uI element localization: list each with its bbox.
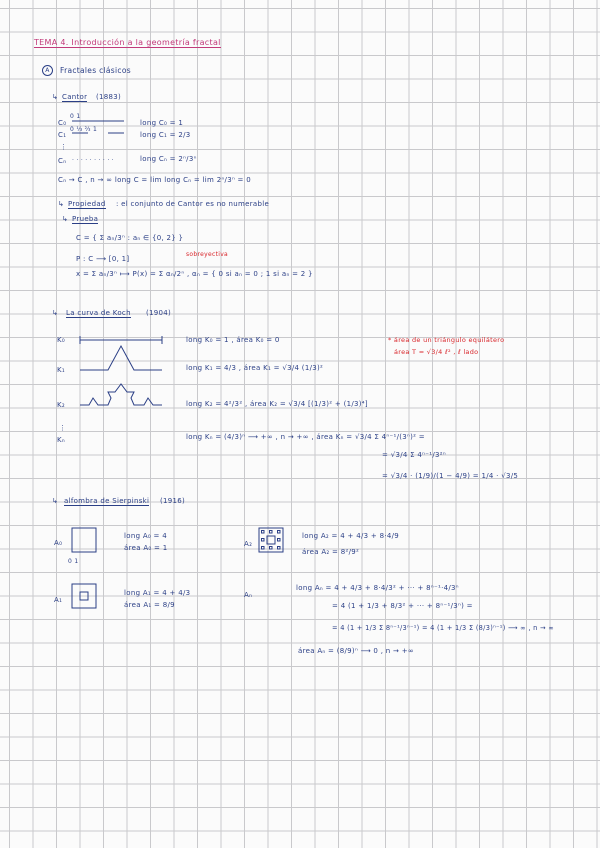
arrow-icon: ↳ bbox=[62, 215, 69, 223]
koch-eq: long K₁ = 4/3 , área K₁ = √3/4 (1/3)² bbox=[186, 364, 324, 372]
koch-label: ⋮ bbox=[59, 424, 67, 432]
cantor-map-def: P : C ⟶ [0, 1] bbox=[76, 255, 130, 263]
cantor-row-label: Cₙ bbox=[58, 157, 67, 165]
long-an-line: long Aₙ = 4 + 4/3 + 8·4/3² + ··· + 8ⁿ⁻¹·4/3ⁿ bbox=[296, 584, 459, 592]
triangle-note: * área de un triángulo equilátero bbox=[388, 336, 505, 344]
long-an-line: = 4 (1 + 1/3 Σ 8ⁿ⁻¹/3ⁿ⁻¹) = 4 (1 + 1/3 Σ (8/3)ⁿ⁻¹) ⟶ ∞ , n → ∞ bbox=[332, 624, 555, 632]
property-text: : el conjunto de Cantor es no numerable bbox=[116, 200, 270, 208]
carpet-eq: área A₀ = 1 bbox=[124, 544, 168, 552]
proof-label: Prueba bbox=[72, 215, 99, 223]
long-an-line: = 4 (1 + 1/3 + 8/3² + ··· + 8ⁿ⁻¹/3ⁿ) = bbox=[332, 602, 473, 610]
section-marker: A bbox=[42, 65, 53, 76]
carpet-axis: 0 1 bbox=[68, 558, 79, 565]
carpet-label: A₁ bbox=[54, 596, 63, 604]
koch-area-step: = √3/4 · (1/9)/(1 − 4/9) = 1/4 · √3/5 bbox=[382, 472, 519, 480]
carpet-label: A₂ bbox=[244, 540, 253, 548]
page-title: TEMA 4. Introducción a la geometría fractal bbox=[34, 38, 221, 47]
carpet-a1-hole bbox=[80, 592, 88, 600]
cantor-row-label: C₁ bbox=[58, 131, 67, 139]
carpet-eq: área A₂ = 8²/9² bbox=[302, 548, 360, 556]
carpet-a2-subhole bbox=[278, 531, 281, 534]
sierpinski-heading: alfombra de Sierpinski bbox=[64, 497, 150, 505]
property-label: Propiedad bbox=[68, 200, 106, 208]
cantor-row-ticks: 0 ⅓ ⅔ 1 bbox=[70, 126, 98, 133]
carpet-eq: long A₁ = 4 + 4/3 bbox=[124, 589, 191, 597]
area-an-line: área Aₙ = (8/9)ⁿ ⟶ 0 , n → +∞ bbox=[298, 647, 415, 655]
koch-label: K₁ bbox=[57, 366, 65, 374]
carpet-eq: área A₁ = 8/9 bbox=[124, 601, 175, 609]
cantor-row-label: C₀ bbox=[58, 119, 67, 127]
carpet-a2-subhole bbox=[270, 531, 273, 534]
koch-label: K₀ bbox=[57, 336, 65, 344]
carpet-a2-subhole bbox=[278, 547, 281, 550]
carpet-a2-subhole bbox=[278, 539, 281, 542]
cantor-row-eq: long Cₙ = 2ⁿ/3ⁿ bbox=[140, 155, 197, 163]
sierpinski-year: (1916) bbox=[160, 497, 186, 505]
cantor-year: (1883) bbox=[96, 93, 122, 101]
carpet-eq: long A₂ = 4 + 4/3 + 8·4/9 bbox=[302, 532, 400, 540]
arrow-icon: ↳ bbox=[52, 497, 59, 505]
cantor-map-formula: x = Σ aₙ/3ⁿ ⟼ P(x) = Σ αₙ/2ⁿ , αₙ = { 0 si aₙ = 0 ; 1 si aₙ = 2 } bbox=[76, 270, 313, 278]
koch-year: (1904) bbox=[146, 309, 172, 317]
section-heading: Fractales clásicos bbox=[60, 66, 131, 75]
cantor-row-eq: long C₁ = 2/3 bbox=[140, 131, 191, 139]
carpet-a2-subhole bbox=[262, 539, 265, 542]
koch-label: K₂ bbox=[57, 401, 65, 409]
koch-eq: long Kₙ = (4/3)ⁿ ⟶ +∞ , n → +∞ , área Kₙ = √3/4 Σ 4ⁿ⁻¹/(3ⁿ)² = bbox=[186, 433, 425, 441]
carpet-a1-square bbox=[72, 584, 96, 608]
cantor-heading: Cantor bbox=[62, 93, 88, 101]
cantor-limit: Cₙ → C , n → ∞ long C = lim long Cₙ = lim 2ⁿ/3ⁿ = 0 bbox=[58, 176, 252, 184]
carpet-a2-square bbox=[259, 528, 283, 552]
cantor-set-def: C = { Σ aₙ/3ⁿ : aₙ ∈ {0, 2} } bbox=[76, 234, 184, 242]
carpet-a2-subhole bbox=[270, 547, 273, 550]
cantor-row-ticks: · · · · · · · · · · bbox=[72, 157, 114, 164]
koch-eq: long K₂ = 4²/3² , área K₂ = √3/4 [(1/3)² + (1/3)⁴] bbox=[186, 400, 368, 408]
triangle-note: área T = √3/4 ℓ² , ℓ lado bbox=[394, 348, 479, 356]
arrow-icon: ↳ bbox=[52, 309, 59, 317]
carpet-a2-hole bbox=[267, 536, 275, 544]
surjective-note: sobreyectiva bbox=[186, 251, 229, 258]
carpet-label: Aₙ bbox=[244, 591, 253, 599]
cantor-row-eq: long C₀ = 1 bbox=[140, 119, 184, 127]
carpet-eq: long A₀ = 4 bbox=[124, 532, 167, 540]
cantor-row-ticks: 0 1 bbox=[70, 113, 81, 120]
arrow-icon: ↳ bbox=[58, 200, 65, 208]
carpet-a2-subhole bbox=[262, 531, 265, 534]
koch-k2-curve bbox=[80, 384, 162, 405]
koch-heading: La curva de Koch bbox=[66, 309, 131, 317]
koch-area-step: = √3/4 Σ 4ⁿ⁻¹/3²ⁿ bbox=[382, 451, 446, 459]
arrow-icon: ↳ bbox=[52, 93, 59, 101]
koch-k1-curve bbox=[80, 346, 162, 370]
carpet-a2-subhole bbox=[262, 547, 265, 550]
carpet-a0-square bbox=[72, 528, 96, 552]
koch-eq: long K₀ = 1 , área K₀ = 0 bbox=[186, 336, 280, 344]
carpet-label: A₀ bbox=[54, 539, 63, 547]
cantor-row-label: ⋮ bbox=[60, 143, 68, 151]
koch-label: Kₙ bbox=[57, 436, 65, 444]
